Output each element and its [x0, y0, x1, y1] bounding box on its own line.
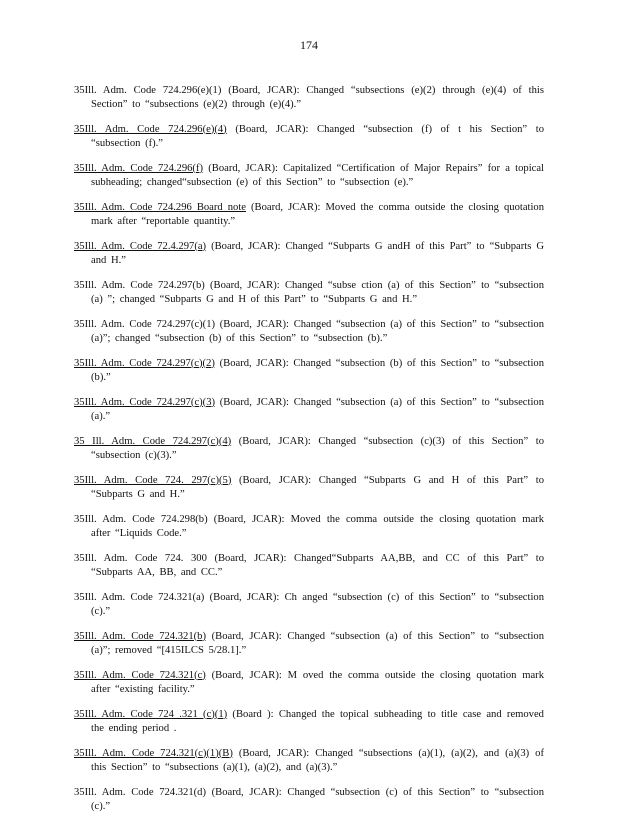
errata-entry — [74, 396, 544, 424]
change-description: (Board, JCAR): Changed “subsection (c)(3) of this Section” to “subsection (c)(3).” — [91, 435, 544, 461]
errata-entry — [74, 474, 544, 502]
errata-entry — [74, 513, 544, 541]
errata-entry — [74, 435, 544, 463]
code-citation: 35Ill. Adm. Code 724.296(f) — [74, 162, 204, 174]
errata-entry — [74, 201, 544, 229]
page-number: 174 — [300, 38, 318, 52]
code-citation: 35Ill. Adm. Code 724.297(c)(2) — [74, 357, 215, 369]
errata-entry — [74, 708, 544, 736]
change-description: (Board, JCAR): Changed “subsection (a) of this Section” to “subsection (a)”; changed “subsection (b) of this Section” to “subsection (b).” — [91, 318, 544, 344]
change-description: (Board, JCAR): Changed “subse ction (a) of this Section” to “subsection (a) ”; changed “Subparts G and H of this Part” to “Subparts G and H.” — [91, 279, 544, 305]
code-citation: 35Ill. Adm. Code 724.296(e)(1) — [74, 84, 222, 96]
errata-entry — [74, 162, 544, 190]
code-citation: 35Ill. Adm. Code 72.4.297(a) — [74, 240, 207, 252]
code-citation: 35Ill. Adm. Code 724.297(b) — [74, 279, 205, 291]
code-citation: 35Ill. Adm. Code 724.297(c)(1) — [74, 318, 216, 330]
change-description: (Board, JCAR): Moved the comma outside the closing quotation mark after “reportable quantity.” — [91, 201, 544, 227]
errata-entry — [74, 747, 544, 775]
errata-entry — [74, 240, 544, 268]
change-description: (Board, JCAR): Changed “subsection (b) of this Section” to “subsection (b).” — [91, 357, 544, 383]
code-citation: 35Ill. Adm. Code 724.298(b) — [74, 513, 208, 525]
code-citation: 35Ill. Adm. Code 724.321(a) — [74, 591, 205, 603]
change-description: (Board, JCAR): Capitalized “Certification of Major Repairs” for a topical subheading; changed“subsection (e) of this Section” to “subsection (e).” — [91, 162, 544, 188]
code-citation: 35Ill. Adm. Code 724.321(c) — [74, 669, 206, 681]
code-citation: 35Ill. Adm. Code 724. 297(c)(5) — [74, 474, 232, 486]
code-citation: 35 Ill. Adm. Code 724.297(c)(4) — [74, 435, 232, 447]
errata-entry — [74, 123, 544, 151]
change-description: (Board, JCAR): Changed “Subparts G andH of this Part” to “Subparts G and H.” — [91, 240, 544, 266]
code-citation: 35Ill. Adm. Code 724.297(c)(3) — [74, 396, 216, 408]
code-citation: 35Ill. Adm. Code 724.296 Board note — [74, 201, 246, 213]
errata-entry — [74, 552, 544, 580]
errata-entry — [74, 84, 544, 112]
change-description: (Board, JCAR): Moved the comma outside the closing quotation mark after “Liquids Code.” — [91, 513, 545, 539]
change-description: (Board, JCAR): Ch anged “subsection (c) of this Section” to “subsection (c).” — [91, 591, 544, 617]
code-citation: 35Ill. Adm. Code 724.296(e)(4) — [74, 123, 227, 135]
change-description: (Board ): Changed the topical subheading to title case and removed the ending period . — [91, 708, 544, 734]
change-description: (Board, JCAR): Changed “subsections (e)(2) through (e)(4) of this Section” to “subsections (e)(2) through (e)(4).” — [91, 84, 544, 110]
change-description: (Board, JCAR): M oved the comma outside the closing quotation mark after “existing facility.” — [91, 669, 545, 695]
change-description: (Board, JCAR): Changed “subsections (a)(1), (a)(2), and (a)(3) of this Section” to “subsections (a)(1), (a)(2), and (a)(3).” — [91, 747, 544, 773]
errata-entry — [74, 591, 544, 619]
errata-entry — [74, 279, 544, 307]
code-citation: 35Ill. Adm. Code 724 .321 (c)(1) — [74, 708, 228, 720]
code-citation: 35Ill. Adm. Code 724. 300 — [74, 552, 207, 564]
errata-entry — [74, 630, 544, 658]
change-description: (Board, JCAR): Changed “subsection (c) of this Section” to “subsection (c).” — [91, 786, 545, 812]
code-citation: 35Ill. Adm. Code 724.321(b) — [74, 630, 206, 642]
code-citation: 35Ill. Adm. Code 724.321(c)(1)(B) — [74, 747, 233, 759]
errata-entry — [74, 669, 544, 697]
change-description: (Board, JCAR): Changed “Subparts G and H of this Part” to “Subparts G and H.” — [91, 474, 545, 500]
errata-list — [74, 73, 544, 820]
errata-entry — [74, 357, 544, 385]
errata-entry — [74, 318, 544, 346]
change-description: (Board, JCAR): Changed “subsection (a) of this Section” to “subsection (a).” — [91, 396, 544, 422]
change-description: (Board, JCAR): Changed “subsection (f) of t his Section” to “subsection (f).” — [91, 123, 544, 149]
change-description: (Board, JCAR): Changed“Subparts AA,BB, and CC of this Part” to “Subparts AA, BB, and CC.” — [91, 552, 544, 578]
code-citation: 35Ill. Adm. Code 724.321(d) — [74, 786, 206, 798]
change-description: (Board, JCAR): Changed “subsection (a) of this Section” to “subsection (a)”; removed “[415ILCS 5/28.1].” — [91, 630, 545, 656]
